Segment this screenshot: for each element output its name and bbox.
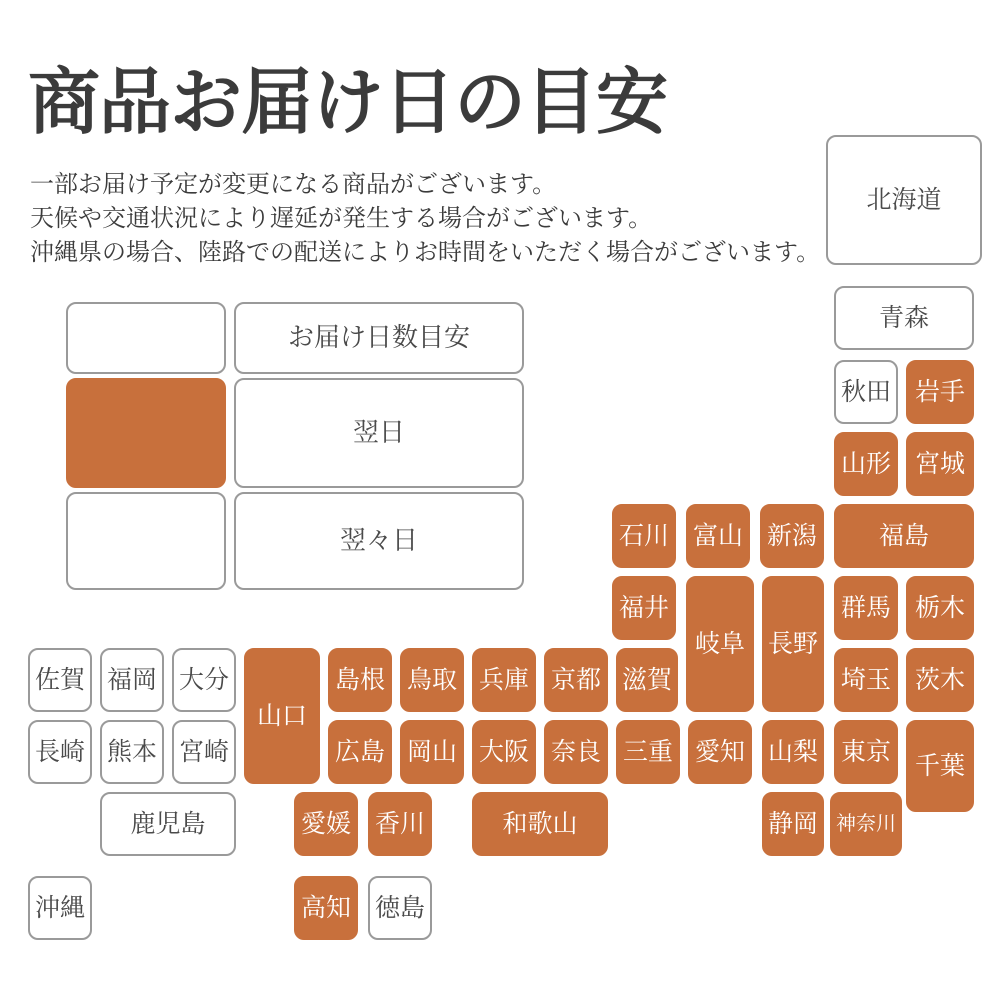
prefecture-cell: 山口 <box>244 648 320 784</box>
legend-swatch-next-day <box>66 378 226 488</box>
prefecture-cell: 滋賀 <box>616 648 678 712</box>
legend-label-next-day: 翌日 <box>234 378 524 488</box>
prefecture-cell: 徳島 <box>368 876 432 940</box>
prefecture-cell: 長野 <box>762 576 824 712</box>
prefecture-cell: 三重 <box>616 720 680 784</box>
prefecture-cell: 香川 <box>368 792 432 856</box>
note-line-3: 沖縄県の場合、陸路での配送によりお時間をいただく場合がございます。 <box>30 239 821 266</box>
notes-block <box>30 168 820 270</box>
prefecture-cell: 佐賀 <box>28 648 92 712</box>
page-title: 商品お届け日の目安 <box>28 63 668 143</box>
prefecture-cell: 兵庫 <box>472 648 536 712</box>
prefecture-cell: 鹿児島 <box>100 792 236 856</box>
note-line-2: 天候や交通状況により遅延が発生する場合がございます。 <box>30 205 653 232</box>
prefecture-cell: 石川 <box>612 504 676 568</box>
prefecture-cell: 熊本 <box>100 720 164 784</box>
prefecture-cell: 秋田 <box>834 360 898 424</box>
prefecture-cell: 鳥取 <box>400 648 464 712</box>
prefecture-cell: 岩手 <box>906 360 974 424</box>
prefecture-cell: 奈良 <box>544 720 608 784</box>
prefecture-cell: 静岡 <box>762 792 824 856</box>
prefecture-cell: 長崎 <box>28 720 92 784</box>
prefecture-cell: 山形 <box>834 432 898 496</box>
prefecture-cell: 茨木 <box>906 648 974 712</box>
prefecture-cell: 宮城 <box>906 432 974 496</box>
prefecture-cell: 岐阜 <box>686 576 754 712</box>
prefecture-cell: 高知 <box>294 876 358 940</box>
note-line-1: 一部お届け予定が変更になる商品がございます。 <box>30 171 557 198</box>
prefecture-cell: 島根 <box>328 648 392 712</box>
prefecture-cell: 大分 <box>172 648 236 712</box>
prefecture-cell: 神奈川 <box>830 792 902 856</box>
prefecture-cell: 愛知 <box>688 720 752 784</box>
legend-swatch-two-days <box>66 492 226 590</box>
prefecture-cell: 京都 <box>544 648 608 712</box>
prefecture-cell: 北海道 <box>826 135 982 265</box>
prefecture-cell: 埼玉 <box>834 648 898 712</box>
prefecture-cell: 福島 <box>834 504 974 568</box>
prefecture-cell: 宮崎 <box>172 720 236 784</box>
prefecture-cell: 東京 <box>834 720 898 784</box>
prefecture-cell: 大阪 <box>472 720 536 784</box>
legend-header-label: お届け日数目安 <box>234 302 524 374</box>
prefecture-cell: 山梨 <box>762 720 824 784</box>
legend-header-swatch <box>66 302 226 374</box>
prefecture-cell: 千葉 <box>906 720 974 812</box>
prefecture-cell: 福岡 <box>100 648 164 712</box>
prefecture-cell: 広島 <box>328 720 392 784</box>
prefecture-cell: 青森 <box>834 286 974 350</box>
prefecture-cell: 岡山 <box>400 720 464 784</box>
prefecture-cell: 愛媛 <box>294 792 358 856</box>
prefecture-cell: 沖縄 <box>28 876 92 940</box>
prefecture-cell: 群馬 <box>834 576 898 640</box>
legend-label-two-days: 翌々日 <box>234 492 524 590</box>
prefecture-cell: 富山 <box>686 504 750 568</box>
prefecture-cell: 栃木 <box>906 576 974 640</box>
prefecture-cell: 和歌山 <box>472 792 608 856</box>
prefecture-cell: 新潟 <box>760 504 824 568</box>
prefecture-cell: 福井 <box>612 576 676 640</box>
